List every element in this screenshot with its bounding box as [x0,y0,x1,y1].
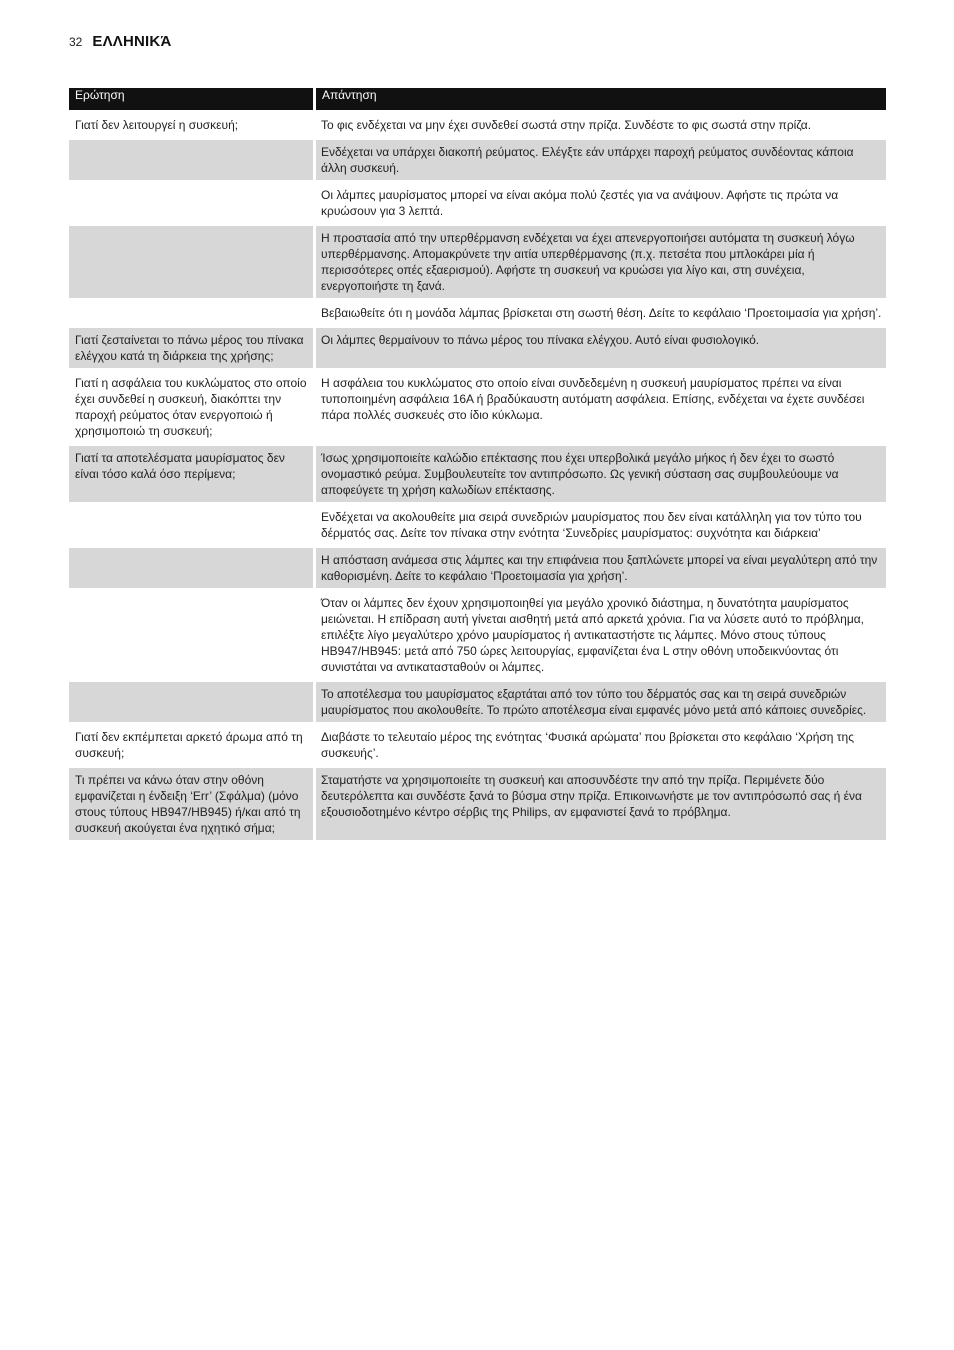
page-number: 32 [69,35,83,49]
answer-cell: Ενδέχεται να ακολουθείτε μια σειρά συνεδριών μαυρίσματος που δεν είναι κατάλληλη για τον τύπο του δέρματός σας. Δείτε τον πίνακα στην ενότητα ‘Συνεδρίες μαυρίσματος: συχνότητα και διάρκεια’ [313,502,886,545]
answer-cell: Διαβάστε το τελευταίο μέρος της ενότητας ‘Φυσικά αρώματα’ που βρίσκεται στο κεφάλαιο ‘Χρήση της συσκευής’. [313,722,886,765]
column-header-answer: Απάντηση [313,88,886,110]
answer-cell: Όταν οι λάμπες δεν έχουν χρησιμοποιηθεί για μεγάλο χρονικό διάστημα, η δυνατότητα μαυρίσματος μειώνεται. Η επίδραση αυτή γίνεται αισθητή μετά από αρκετά χρόνια. Για να λύσετε αυτό το πρόβλημα, επιλέξτε λίγο μεγαλύτερο χρόνο μαυρίσματος ή αντικαταστήστε τις λάμπες. Μόνο στους τύπους HB947/HB945: μετά από 750 ώρες λειτουργίας, εμφανίζεται ένα L στην οθόνη υποδεικνύοντας ότι συνιστάται να αντικατασταθούν οι λάμπες. [313,588,886,679]
table-header-row [69,88,886,110]
question-cell [69,545,313,588]
table-row [69,223,886,298]
table-row [69,679,886,722]
answer-cell: Η προστασία από την υπερθέρμανση ενδέχεται να έχει απενεργοποιήσει αυτόματα τη συσκευή λόγω υπερθέρμανσης. Απομακρύνετε την αιτία υπερθέρμανσης (π.χ. πετσέτα που μπλοκάρει μία ή περισσότερες οπές εξαερισμού). Αφήστε τη συσκευή να κρυώσει για λίγο και, στη συνέχεια, ενεργοποιήστε τη ξανά. [313,223,886,298]
answer-cell: Η απόσταση ανάμεσα στις λάμπες και την επιφάνεια που ξαπλώνετε μπορεί να είναι μεγαλύτερη από την καθορισμένη. Δείτε το κεφάλαιο ‘Προετοιμασία για χρήση’. [313,545,886,588]
question-cell: Γιατί η ασφάλεια του κυκλώματος στο οποίο έχει συνδεθεί η συσκευή, διακόπτει την παροχή ρεύματος όταν ενεργοποιώ ή χρησιμοποιώ τη συσκευή; [69,368,313,443]
question-cell: Τι πρέπει να κάνω όταν στην οθόνη εμφανίζεται η ένδειξη ‘Err’ (Σφάλμα) (μόνο στους τύπους HB947/HB945) ή/και από τη συσκευή ακούγεται ένα ηχητικό σήμα; [69,765,313,840]
answer-cell: Η ασφάλεια του κυκλώματος στο οποίο είναι συνδεδεμένη η συσκευή μαυρίσματος πρέπει να είναι τυποποιημένη ασφάλεια 16A ή βραδύκαυστη αυτόματη ασφάλεια. Επίσης, ενδέχεται να έχετε συνδέσει πάρα πολλές συσκευές στο ίδιο κύκλωμα. [313,368,886,443]
table-row [69,110,886,137]
table-row [69,137,886,180]
table-row [69,502,886,545]
question-cell [69,679,313,722]
table-row [69,180,886,223]
question-cell [69,298,313,325]
troubleshooting-table [69,88,886,840]
table-row [69,325,886,368]
table-row [69,298,886,325]
answer-cell: Το αποτέλεσμα του μαυρίσματος εξαρτάται από τον τύπο του δέρματός σας και τη σειρά συνεδριών μαυρίσματος που ακολουθείτε. Το πρώτο αποτέλεσμα είναι εμφανές μόνο μετά από κάποιες συνεδρίες. [313,679,886,722]
question-cell [69,180,313,223]
question-cell: Γιατί ζεσταίνεται το πάνω μέρος του πίνακα ελέγχου κατά τη διάρκεια της χρήσης; [69,325,313,368]
section-title: ΕΛΛΗΝΙΚΆ [92,33,172,50]
question-cell: Γιατί δεν εκπέμπεται αρκετό άρωμα από τη συσκευή; [69,722,313,765]
question-cell [69,137,313,180]
question-cell: Γιατί δεν λειτουργεί η συσκευή; [69,110,313,137]
answer-cell: Ίσως χρησιμοποιείτε καλώδιο επέκτασης που έχει υπερβολικά μεγάλο μήκος ή δεν έχει το σωστό ονομαστικό ρεύμα. Συμβουλευτείτε τον αντιπρόσωπο. Ως γενική σύσταση σας συμβουλεύουμε να αποφεύγετε τη χρήση καλωδίων επέκτασης. [313,443,886,502]
answer-cell: Σταματήστε να χρησιμοποιείτε τη συσκευή και αποσυνδέστε την από την πρίζα. Περιμένετε δύο δευτερόλεπτα και συνδέστε ξανά το βύσμα στην πρίζα. Επικοινωνήστε με τον αντιπρόσωπό σας ή ένα εξουσιοδοτημένο κέντρο σέρβις της Philips, αν εμφανιστεί ξανά το πρόβλημα. [313,765,886,840]
column-header-question: Ερώτηση [69,88,313,110]
question-cell [69,502,313,545]
page-header [69,33,171,53]
table-row [69,722,886,765]
table-row [69,368,886,443]
table-row [69,588,886,679]
table-row [69,545,886,588]
answer-cell: Βεβαιωθείτε ότι η μονάδα λάμπας βρίσκεται στη σωστή θέση. Δείτε το κεφάλαιο ‘Προετοιμασία για χρήση’. [313,298,886,325]
question-cell [69,588,313,679]
answer-cell: Το φις ενδέχεται να μην έχει συνδεθεί σωστά στην πρίζα. Συνδέστε το φις σωστά στην πρίζα. [313,110,886,137]
table-row [69,765,886,840]
answer-cell: Οι λάμπες θερμαίνουν το πάνω μέρος του πίνακα ελέγχου. Αυτό είναι φυσιολογικό. [313,325,886,368]
answer-cell: Ενδέχεται να υπάρχει διακοπή ρεύματος. Ελέγξτε εάν υπάρχει παροχή ρεύματος συνδέοντας κάποια άλλη συσκευή. [313,137,886,180]
table-row [69,443,886,502]
question-cell [69,223,313,298]
question-cell: Γιατί τα αποτελέσματα μαυρίσματος δεν είναι τόσο καλά όσο περίμενα; [69,443,313,502]
answer-cell: Οι λάμπες μαυρίσματος μπορεί να είναι ακόμα πολύ ζεστές για να ανάψουν. Αφήστε τις πρώτα να κρυώσουν για 3 λεπτά. [313,180,886,223]
